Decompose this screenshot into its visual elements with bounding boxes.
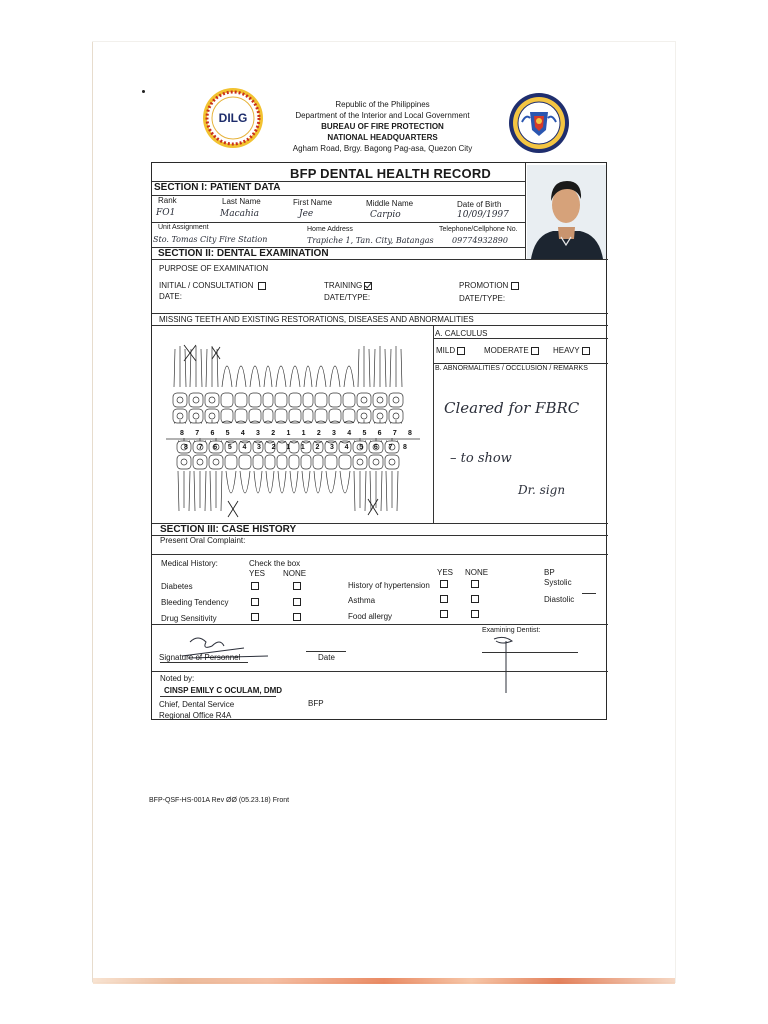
hypertension-none-checkbox[interactable] — [471, 580, 479, 588]
drug-yes-checkbox[interactable] — [251, 613, 259, 621]
examining-dentist-label: Examining Dentist: — [482, 627, 541, 634]
dentist-signature — [486, 629, 526, 695]
label-home: Home Address — [307, 226, 353, 233]
upper-tooth-number: 1 — [301, 430, 306, 437]
lower-tooth-number: 3 — [330, 444, 334, 451]
upper-tooth-number: 8 — [408, 430, 412, 437]
lower-tooth-number: 8 — [403, 444, 407, 451]
upper-tooth-1 — [173, 346, 187, 407]
history-drug-sensitivity: Drug Sensitivity — [161, 614, 217, 623]
diabetes-none-checkbox[interactable] — [293, 582, 301, 590]
lower-tooth-2 — [193, 455, 207, 511]
lower-tooth-13 — [339, 455, 351, 493]
history-asthma: Asthma — [348, 596, 376, 605]
upper-tooth-13 — [343, 366, 355, 407]
label-dob: Date of Birth — [457, 200, 502, 209]
promotion-label: PROMOTION — [459, 281, 509, 290]
history-food-allergy: Food allergy — [348, 612, 393, 621]
missing-teeth-label: MISSING TEETH AND EXISTING RESTORATIONS, DISEASES AND ABNORMALITIES — [159, 315, 474, 324]
upper-tooth-5 — [235, 366, 247, 407]
upper-occlusal-tooth-9 — [289, 409, 301, 423]
upper-occlusal-tooth-10 — [303, 409, 313, 423]
upper-tooth-11 — [315, 366, 327, 407]
lower-tooth-number: 1 — [286, 444, 291, 451]
history-diabetes: Diabetes — [161, 582, 193, 591]
lower-tooth-6 — [253, 455, 263, 493]
upper-tooth-6 — [249, 366, 261, 407]
remark-cleared: Cleared for FBRC — [444, 399, 580, 417]
abnormalities-label: B. ABNORMALITIES / OCCLUSION / REMARKS — [435, 365, 588, 372]
lower-tooth-number: 7 — [198, 444, 203, 451]
promotion-option — [459, 281, 519, 290]
remark-to-show: – to show — [450, 451, 512, 466]
lower-tooth-14 — [353, 455, 367, 511]
dilg-seal-logo — [202, 87, 264, 149]
section3-title: SECTION III: CASE HISTORY — [160, 524, 297, 535]
asthma-yes-checkbox[interactable] — [440, 595, 448, 603]
upper-occlusal-tooth-8 — [275, 409, 287, 423]
personnel-photo — [527, 165, 606, 259]
upper-tooth-number: 6 — [210, 430, 215, 437]
col-yes-right: YES — [437, 568, 454, 577]
history-bleeding: Bleeding Tendency — [161, 598, 229, 607]
upper-occlusal-tooth-13 — [343, 409, 355, 423]
value-rank: FO1 — [156, 208, 176, 218]
upper-tooth-15 — [373, 346, 387, 407]
value-middle-name: Carpio — [370, 210, 401, 220]
upper-tooth-number: 4 — [240, 430, 245, 437]
training-option — [324, 281, 372, 290]
lower-tooth-4 — [225, 455, 237, 493]
upper-tooth-number: 2 — [271, 430, 276, 437]
label-last-name: Last Name — [222, 197, 261, 206]
tooth-chart — [162, 341, 424, 519]
value-dob: 10/09/1997 — [457, 210, 509, 220]
dilg-logo-text: DILG — [218, 111, 248, 125]
lower-tooth-7 — [265, 455, 275, 493]
lower-tooth-number: 1 — [300, 444, 305, 451]
lower-tooth-10 — [301, 455, 311, 493]
lower-tooth-12 — [325, 455, 337, 493]
purpose-label: PURPOSE OF EXAMINATION — [159, 264, 269, 273]
value-home: Trapiche 1, Tan. City, Batangas — [307, 236, 434, 245]
heavy-checkbox[interactable] — [582, 347, 590, 355]
ink-dot — [142, 90, 145, 93]
bleeding-yes-checkbox[interactable] — [251, 598, 259, 606]
lower-tooth-3 — [209, 455, 223, 511]
section1-title: SECTION I: PATIENT DATA — [154, 182, 281, 193]
lower-tooth-number: 6 — [213, 444, 218, 451]
upper-occlusal-tooth-14 — [357, 409, 371, 423]
upper-occlusal-tooth-7 — [263, 409, 273, 423]
upper-occlusal-tooth-11 — [315, 409, 327, 423]
form-code-footer: BFP-QSF-HS-001A Rev ØØ (05.23.18) Front — [149, 797, 290, 804]
upper-tooth-number: 4 — [347, 430, 352, 437]
upper-tooth-number: 2 — [316, 430, 321, 437]
lower-tooth-number: 2 — [315, 444, 320, 451]
promotion-checkbox[interactable] — [511, 282, 519, 290]
calculus-label: A. CALCULUS — [435, 329, 488, 338]
noted-by-name: CINSP EMILY C OCULAM, DMD — [164, 686, 283, 695]
upper-tooth-7 — [263, 366, 273, 407]
chief-title: Chief, Dental Service — [159, 700, 235, 709]
upper-tooth-number: 3 — [256, 430, 260, 437]
diabetes-yes-checkbox[interactable] — [251, 582, 259, 590]
header-department: Department of the Interior and Local Government — [295, 111, 470, 120]
form-title: BFP DENTAL HEALTH RECORD — [290, 166, 492, 181]
upper-occlusal-tooth-15 — [373, 409, 387, 423]
upper-occlusal-tooth-2 — [189, 409, 203, 423]
lower-tooth-1 — [177, 455, 191, 511]
upper-tooth-4 — [221, 366, 233, 407]
header-address: Agham Road, Brgy. Bagong Pag-asa, Quezon City — [292, 144, 473, 153]
value-first-name: Jee — [299, 209, 314, 219]
section2-title: SECTION II: DENTAL EXAMINATION — [158, 248, 329, 259]
bleeding-none-checkbox[interactable] — [293, 598, 301, 606]
diastolic-label: Diastolic — [544, 595, 575, 604]
mild-checkbox[interactable] — [457, 347, 465, 355]
header-hq: NATIONAL HEADQUARTERS — [327, 133, 438, 142]
upper-occlusal-tooth-4 — [221, 409, 233, 423]
col-yes-left: YES — [249, 569, 266, 578]
col-none-left: NONE — [283, 569, 307, 578]
moderate-label: MODERATE — [484, 346, 529, 355]
upper-tooth-9 — [289, 366, 301, 407]
upper-tooth-number: 7 — [392, 430, 397, 437]
date-label: Date — [318, 653, 335, 662]
training-checkbox-checked[interactable] — [364, 282, 372, 290]
signature-personnel-label: Signature of Personnel — [159, 653, 241, 662]
value-last-name: Macahia — [220, 209, 260, 219]
initial-checkbox[interactable] — [258, 282, 266, 290]
upper-tooth-number: 8 — [180, 430, 184, 437]
upper-occlusal-tooth-6 — [249, 409, 261, 423]
upper-tooth-12 — [329, 366, 341, 407]
mild-label: MILD — [436, 346, 456, 355]
bfp-seal-logo — [508, 92, 570, 154]
lower-tooth-number: 2 — [271, 444, 276, 451]
upper-tooth-10 — [303, 366, 313, 407]
upper-tooth-number: 5 — [225, 430, 230, 437]
upper-tooth-number: 6 — [377, 430, 382, 437]
upper-teeth — [173, 346, 403, 423]
food-none-checkbox[interactable] — [471, 610, 479, 618]
upper-tooth-number: 3 — [332, 430, 336, 437]
lower-occlusal-tooth-9 — [289, 441, 299, 453]
lower-tooth-number: 5 — [227, 444, 232, 451]
lower-tooth-9 — [289, 455, 299, 493]
label-phone: Telephone/Cellphone No. — [439, 226, 518, 233]
noted-by-label: Noted by: — [160, 674, 195, 683]
lower-tooth-number: 4 — [242, 444, 247, 451]
label-unit: Unit Assignment — [158, 224, 209, 231]
asthma-none-checkbox[interactable] — [471, 595, 479, 603]
lower-tooth-number: 5 — [359, 444, 364, 451]
value-phone: 09774932890 — [452, 236, 508, 245]
upper-tooth-number: 1 — [286, 430, 291, 437]
lower-tooth-5 — [239, 455, 251, 493]
dental-record-form — [151, 162, 607, 720]
lower-tooth-number: 6 — [373, 444, 378, 451]
label-middle-name: Middle Name — [366, 199, 414, 208]
medical-history-label: Medical History: — [161, 559, 218, 568]
header-republic: Republic of the Philippines — [335, 100, 430, 109]
lower-tooth-number: 4 — [344, 444, 349, 451]
label-rank: Rank — [158, 196, 177, 205]
upper-tooth-16 — [389, 346, 403, 407]
systolic-label: Systolic — [544, 578, 572, 587]
promotion-date-label: DATE/TYPE: — [459, 294, 506, 303]
lower-tooth-number: 8 — [184, 444, 188, 451]
remark-dentist-sign: Dr. sign — [518, 483, 566, 497]
food-yes-checkbox[interactable] — [440, 610, 448, 618]
bp-label: BP — [544, 568, 555, 577]
upper-occlusal-tooth-3 — [205, 409, 219, 423]
col-none-right: NONE — [465, 568, 489, 577]
value-unit: Sto. Tomas City Fire Station — [153, 235, 268, 244]
header-bureau: BUREAU OF FIRE PROTECTION — [321, 122, 444, 131]
drug-none-checkbox[interactable] — [293, 613, 301, 621]
upper-tooth-8 — [275, 366, 287, 407]
calculus-mild-option — [436, 346, 465, 355]
calculus-heavy-option — [553, 346, 590, 355]
lower-tooth-8 — [277, 455, 287, 493]
upper-occlusal-tooth-1 — [173, 409, 187, 423]
upper-tooth-14 — [357, 346, 371, 407]
check-box-label: Check the box — [249, 559, 301, 568]
regional-office: Regional Office R4A — [159, 711, 232, 720]
agency-header — [270, 99, 495, 154]
initial-date-label: DATE: — [159, 292, 182, 301]
hypertension-yes-checkbox[interactable] — [440, 580, 448, 588]
bfp-label: BFP — [308, 699, 324, 708]
upper-tooth-number: 5 — [362, 430, 367, 437]
history-hypertension: History of hypertension — [348, 581, 430, 590]
label-first-name: First Name — [293, 198, 333, 207]
upper-tooth-number: 7 — [195, 430, 200, 437]
paper-edge-bottom — [93, 978, 675, 984]
lower-tooth-number: 3 — [257, 444, 261, 451]
lower-tooth-number: 7 — [388, 444, 393, 451]
moderate-checkbox[interactable] — [531, 347, 539, 355]
calculus-moderate-option — [484, 346, 539, 355]
upper-occlusal-tooth-16 — [389, 409, 403, 423]
training-date-label: DATE/TYPE: — [324, 293, 371, 302]
lower-tooth-11 — [313, 455, 323, 493]
lower-tooth-16 — [385, 455, 399, 511]
initial-consultation-option — [159, 281, 266, 290]
initial-label: INITIAL / CONSULTATION — [159, 281, 254, 290]
upper-occlusal-tooth-12 — [329, 409, 341, 423]
heavy-label: HEAVY — [553, 346, 580, 355]
training-label: TRAINING — [324, 281, 363, 290]
oral-complaint-label: Present Oral Complaint: — [160, 536, 246, 545]
upper-occlusal-tooth-5 — [235, 409, 247, 423]
